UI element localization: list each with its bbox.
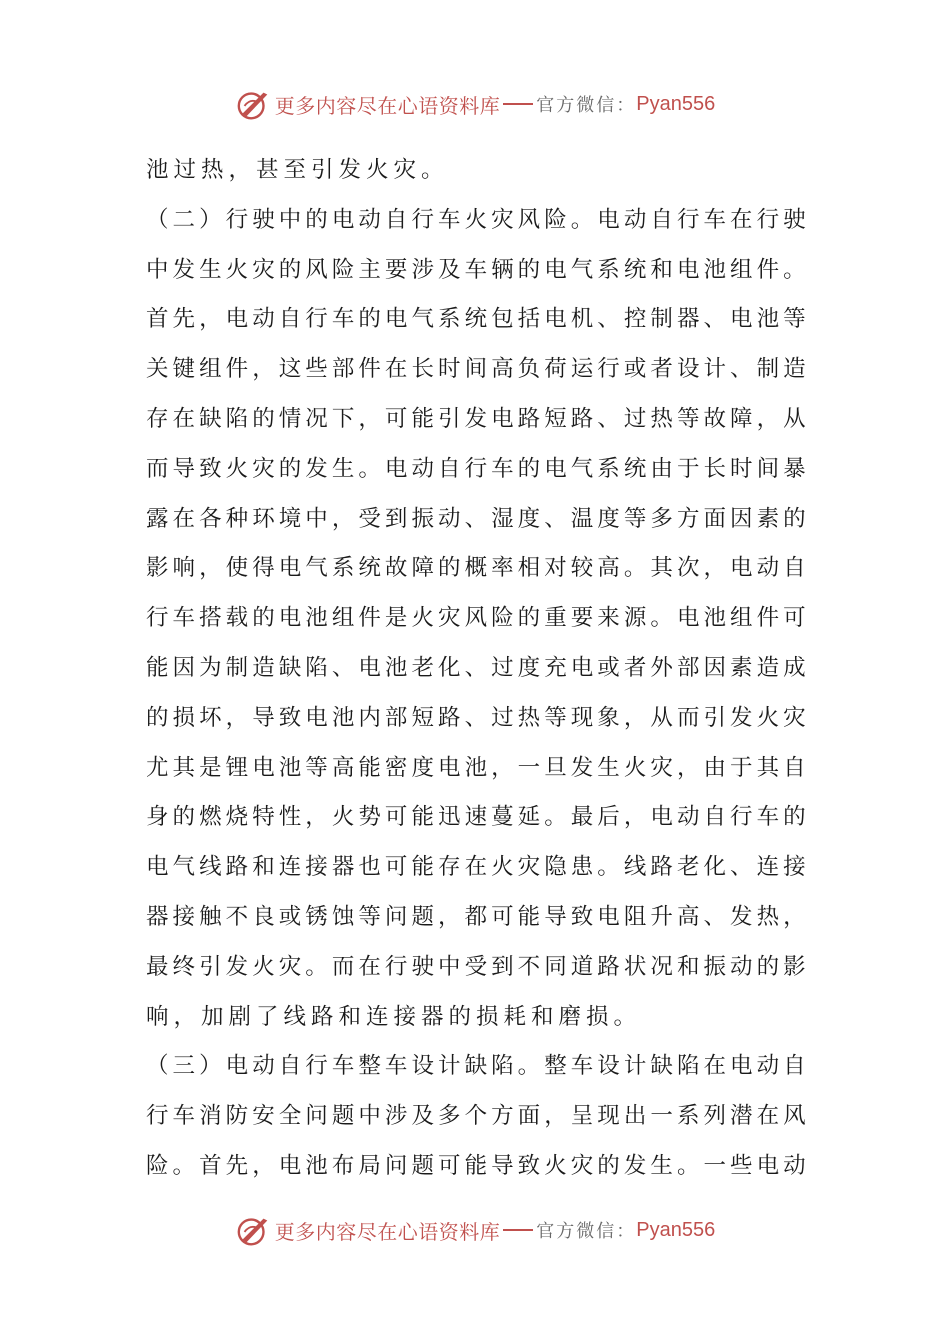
text-line: 首 先 ， 电 动 自 行 车 的 电 气 系 统 包 括 电 机 、 控 制 器 、 电 池 等 [146, 306, 806, 333]
text-line: 行 车 搭 载 的 电 池 组 件 是 火 灾 风 险 的 重 要 来 源 。 电 池 组 件 可 [146, 605, 806, 632]
text-line: 影 响 ， 使 得 电 气 系 统 故 障 的 概 率 相 对 较 高 。 其 次 ， 电 动 自 [146, 555, 806, 582]
text-line: 而 导 致 火 灾 的 发 生 。 电 动 自 行 车 的 电 气 系 统 由 于 长 时 间 暴 [146, 455, 806, 482]
watermark-wechat-id: Pyan556 [636, 92, 716, 115]
pen-logo-icon [235, 1211, 273, 1249]
text-line: 响，加剧了线路和连接器的损耗和磨损。 [146, 1003, 642, 1030]
text-line: 险 。 首 先 ， 电 池 布 局 问 题 可 能 导 致 火 灾 的 发 生 。 一 些 电 动 [146, 1152, 806, 1179]
text-line: 行 车 消 防 安 全 问 题 中 涉 及 多 个 方 面 ， 呈 现 出 一 系 列 潜 在 风 [146, 1103, 806, 1130]
text-line: 身 的 燃 烧 特 性 ， 火 势 可 能 迅 速 蔓 延 。 最 后 ， 电 动 自 行 车 的 [146, 804, 806, 831]
text-line: 池过热，甚至引发火灾。 [146, 157, 449, 183]
text-line: 关 键 组 件 ， 这 些 部 件 在 长 时 间 高 负 荷 运 行 或 者 设 计 、 制 造 [146, 356, 806, 383]
text-line: 最 终 引 发 火 灾 。 而 在 行 驶 中 受 到 不 同 道 路 状 况 和 振 动 的 影 [146, 953, 806, 980]
text-line: 中 发 生 火 灾 的 风 险 主 要 涉 及 车 辆 的 电 气 系 统 和 电 池 组 件 。 [146, 256, 806, 283]
pen-logo-icon [235, 85, 273, 123]
watermark-dash [503, 1229, 533, 1231]
text-line: （ 二 ） 行 驶 中 的 电 动 自 行 车 火 灾 风 险 。 电 动 自 行 车 在 行 驶 [146, 206, 806, 233]
text-line: 尤 其 是 锂 电 池 等 高 能 密 度 电 池 ， 一 旦 发 生 火 灾 ， 由 于 其 自 [146, 754, 806, 781]
text-line: 存 在 缺 陷 的 情 况 下 ， 可 能 引 发 电 路 短 路 、 过 热 等 故 障 ， 从 [146, 405, 806, 432]
watermark-dash [503, 103, 533, 105]
document-body [146, 146, 806, 1192]
text-line: 能 因 为 制 造 缺 陷 、 电 池 老 化 、 过 度 充 电 或 者 外 部 因 素 造 成 [146, 654, 806, 681]
watermark-brand: 更多内容尽在心语资料库 [274, 1219, 501, 1244]
text-line: 电 气 线 路 和 连 接 器 也 可 能 存 在 火 灾 隐 患 。 线 路 老 化 、 连 接 [146, 854, 806, 881]
watermark-brand: 更多内容尽在心语资料库 [274, 93, 501, 118]
text-line: 器 接 触 不 良 或 锈 蚀 等 问 题 ， 都 可 能 导 致 电 阻 升 高 、 发 热 ， [146, 903, 806, 930]
footer-watermark [0, 1210, 950, 1250]
watermark-label: 官方微信： [536, 1221, 637, 1242]
watermark-wechat-id: Pyan556 [636, 1218, 716, 1241]
text-line: 的 损 坏 ， 导 致 电 池 内 部 短 路 、 过 热 等 现 象 ， 从 而 引 发 火 灾 [146, 704, 806, 731]
text-line: 露 在 各 种 环 境 中 ， 受 到 振 动 、 湿 度 、 温 度 等 多 方 面 因 素 的 [146, 505, 806, 532]
text-line: （ 三 ） 电 动 自 行 车 整 车 设 计 缺 陷 。 整 车 设 计 缺 陷 在 电 动 自 [146, 1053, 806, 1080]
header-watermark [0, 84, 950, 124]
watermark-label: 官方微信： [536, 95, 637, 116]
